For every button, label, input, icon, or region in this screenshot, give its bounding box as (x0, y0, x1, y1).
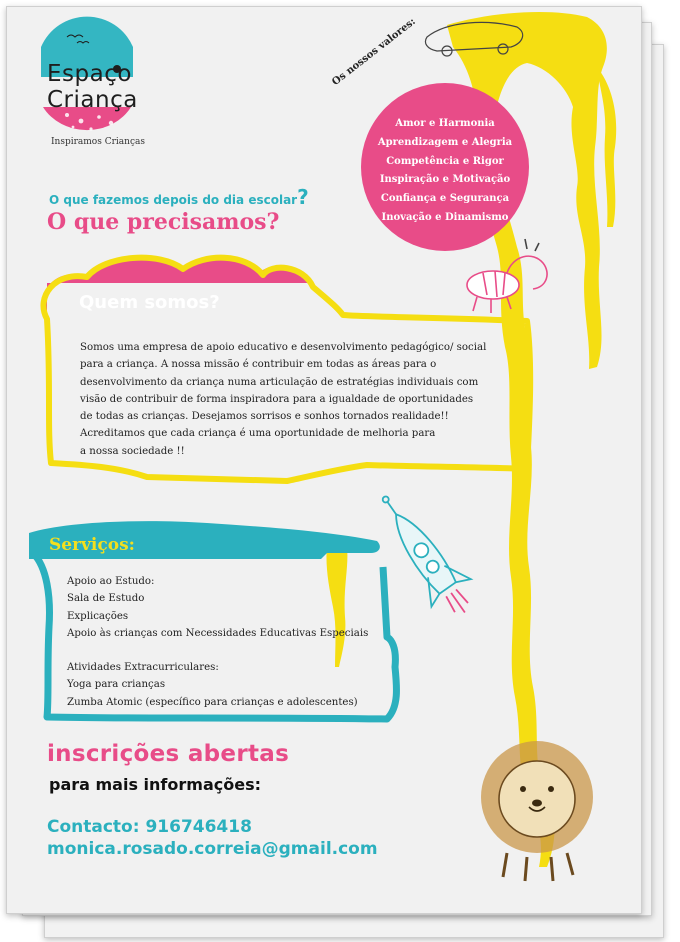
value-item: Inspiração e Motivação (379, 174, 511, 186)
who-line: de todas as crianças. Desejamos sorrisos e sonhos tornados realidade!! (80, 411, 449, 423)
value-item: Inovação e Dinamismo (381, 211, 509, 223)
enrollment-heading: inscrições abertas (47, 741, 290, 767)
who-line: visão de contribuir de forma inspiradora para a igualdade de oportunidades (80, 393, 474, 405)
logo-word-bottom: Criança (47, 87, 138, 113)
services-spacer (67, 642, 368, 659)
after-school-question-text: O que fazemos depois do dia escolar (49, 193, 298, 207)
values-list (365, 115, 525, 228)
service-item: Apoio às crianças com Necessidades Educativas Especiais (67, 627, 369, 639)
service-item: Apoio ao Estudo: (67, 576, 155, 587)
who-text (80, 339, 528, 460)
who-line: Acreditamos que cada criança é uma oportunidade de melhoria para (80, 428, 436, 440)
after-school-question (49, 185, 309, 209)
services-title: Serviços: (49, 535, 135, 555)
value-item: Confiança e Segurança (380, 193, 510, 205)
value-item: Aprendizagem e Alegria (377, 136, 513, 148)
who-line: desenvolvimento da criança numa articulação de estratégias individuais com (80, 376, 479, 388)
service-item: Atividades Extracurriculares: (67, 662, 219, 674)
need-question: O que precisamos? (47, 209, 280, 235)
question-mark-icon: ? (297, 185, 309, 209)
flyer-page (6, 6, 642, 914)
who-line: Somos uma empresa de apoio educativo e desenvolvimento pedagógico/ social (80, 342, 487, 353)
who-title: Quem somos? (79, 292, 220, 313)
more-info-label: para mais informações: (49, 775, 261, 794)
lion-icon (481, 741, 593, 881)
service-item: Zumba Atomic (específico para crianças e adolescentes) (67, 696, 358, 708)
contact-email[interactable]: monica.rosado.correia@gmail.com (47, 839, 378, 859)
values-title: Os nossos valores: (330, 16, 418, 88)
who-line: para a criança. A nossa missão é contribuir em todas as áreas para o (80, 359, 437, 371)
contact-phone: Contacto: 916746418 (47, 817, 252, 837)
service-item: Yoga para crianças (67, 679, 166, 691)
service-item: Sala de Estudo (67, 593, 145, 605)
logo-tagline: Inspiramos Crianças (51, 137, 145, 147)
logo-word-top: Espaço (47, 61, 132, 87)
service-item: Explicações (67, 610, 129, 622)
value-item: Amor e Harmonia (395, 118, 495, 129)
who-line: a nossa sociedade !! (80, 445, 185, 457)
services-list (67, 573, 368, 711)
value-item: Competência e Rigor (386, 155, 504, 167)
